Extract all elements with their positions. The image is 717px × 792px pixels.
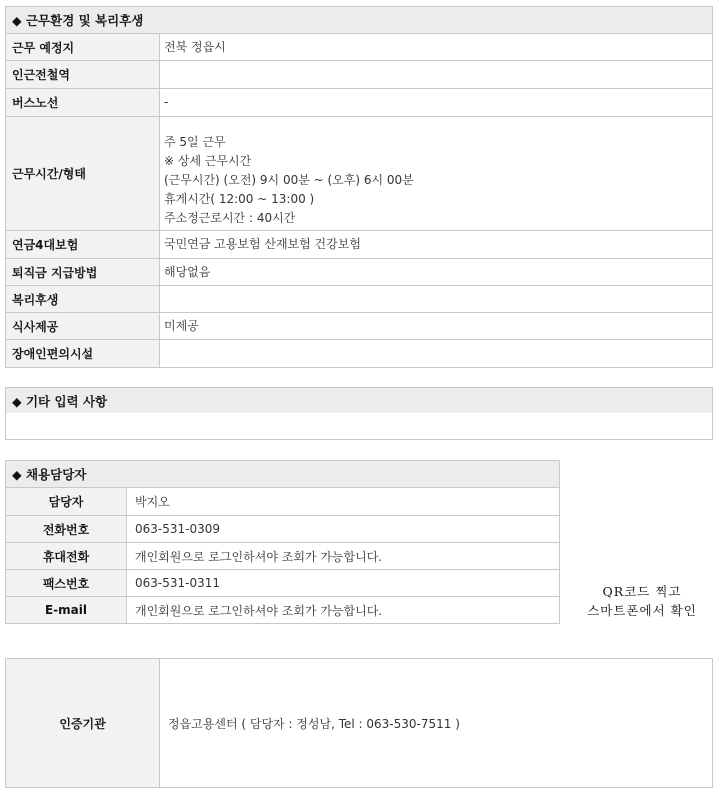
table-row	[6, 231, 713, 259]
qr-line-2: 스마트폰에서 확인	[587, 603, 697, 618]
cert-value: 정읍고용센터 ( 담당자 : 정성남, Tel : 063-530-7511 )	[160, 659, 713, 788]
row-label: 연금4대보험	[6, 231, 160, 259]
manager-name-value: 박지오	[127, 488, 560, 516]
row-label: 장애인편의시설	[6, 340, 160, 368]
row-label: 근무시간/형태	[6, 117, 160, 231]
meal-value: 미제공	[160, 313, 713, 340]
row-label: 버스노선	[6, 89, 160, 117]
cert-table	[5, 658, 713, 788]
qr-notice	[572, 582, 712, 620]
row-label: 휴대전화	[6, 543, 127, 570]
table-row	[6, 313, 713, 340]
contact-table	[5, 487, 560, 624]
row-label: 퇴직금 지급방법	[6, 259, 160, 286]
table-row	[6, 488, 560, 516]
table-row	[6, 117, 713, 231]
row-label: E-mail	[6, 597, 127, 624]
table-row	[6, 516, 560, 543]
qr-line-1: QR코드 찍고	[602, 584, 682, 599]
bus-value: -	[160, 89, 713, 117]
work-env-title: ◆ 근무환경 및 복리후생	[12, 13, 144, 28]
work-location-value: 전북 정읍시	[160, 34, 713, 61]
table-row	[6, 34, 713, 61]
welfare-value	[160, 286, 713, 313]
row-label: 복리후생	[6, 286, 160, 313]
table-row	[6, 61, 713, 89]
row-label: 식사제공	[6, 313, 160, 340]
row-label: 근무 예정지	[6, 34, 160, 61]
table-row	[6, 597, 560, 624]
row-label: 인근전철역	[6, 61, 160, 89]
contact-title: ◆ 채용담당자	[12, 467, 87, 482]
work-env-header	[5, 6, 713, 34]
insurance-value: 국민연금 고용보험 산재보험 건강보험	[160, 231, 713, 259]
etc-header	[5, 387, 713, 414]
row-label: 팩스번호	[6, 570, 127, 597]
table-row	[6, 259, 713, 286]
contact-header	[5, 460, 560, 488]
table-row	[6, 89, 713, 117]
fax-value: 063-531-0311	[127, 570, 560, 597]
mobile-value: 개인회원으로 로그인하셔야 조회가 가능합니다.	[127, 543, 560, 570]
etc-title: ◆ 기타 입력 사항	[12, 393, 108, 409]
table-row	[6, 543, 560, 570]
work-hours-value: 주 5일 근무 ※ 상세 근무시간 (근무시간) (오전) 9시 00분 ~ (오후) 6시 00분 휴게시간( 12:00 ~ 13:00 ) 주소정근로시간 : 40시간	[160, 117, 713, 231]
table-row	[6, 570, 560, 597]
table-row	[6, 286, 713, 313]
accessibility-value	[160, 340, 713, 368]
severance-value: 해당없음	[160, 259, 713, 286]
row-label: 전화번호	[6, 516, 127, 543]
etc-content	[5, 413, 713, 440]
row-label: 담당자	[6, 488, 127, 516]
table-row	[6, 659, 713, 788]
subway-value	[160, 61, 713, 89]
cert-label: 인증기관	[6, 659, 160, 788]
table-row	[6, 340, 713, 368]
work-env-table	[5, 33, 713, 368]
phone-value: 063-531-0309	[127, 516, 560, 543]
email-value: 개인회원으로 로그인하셔야 조회가 가능합니다.	[127, 597, 560, 624]
